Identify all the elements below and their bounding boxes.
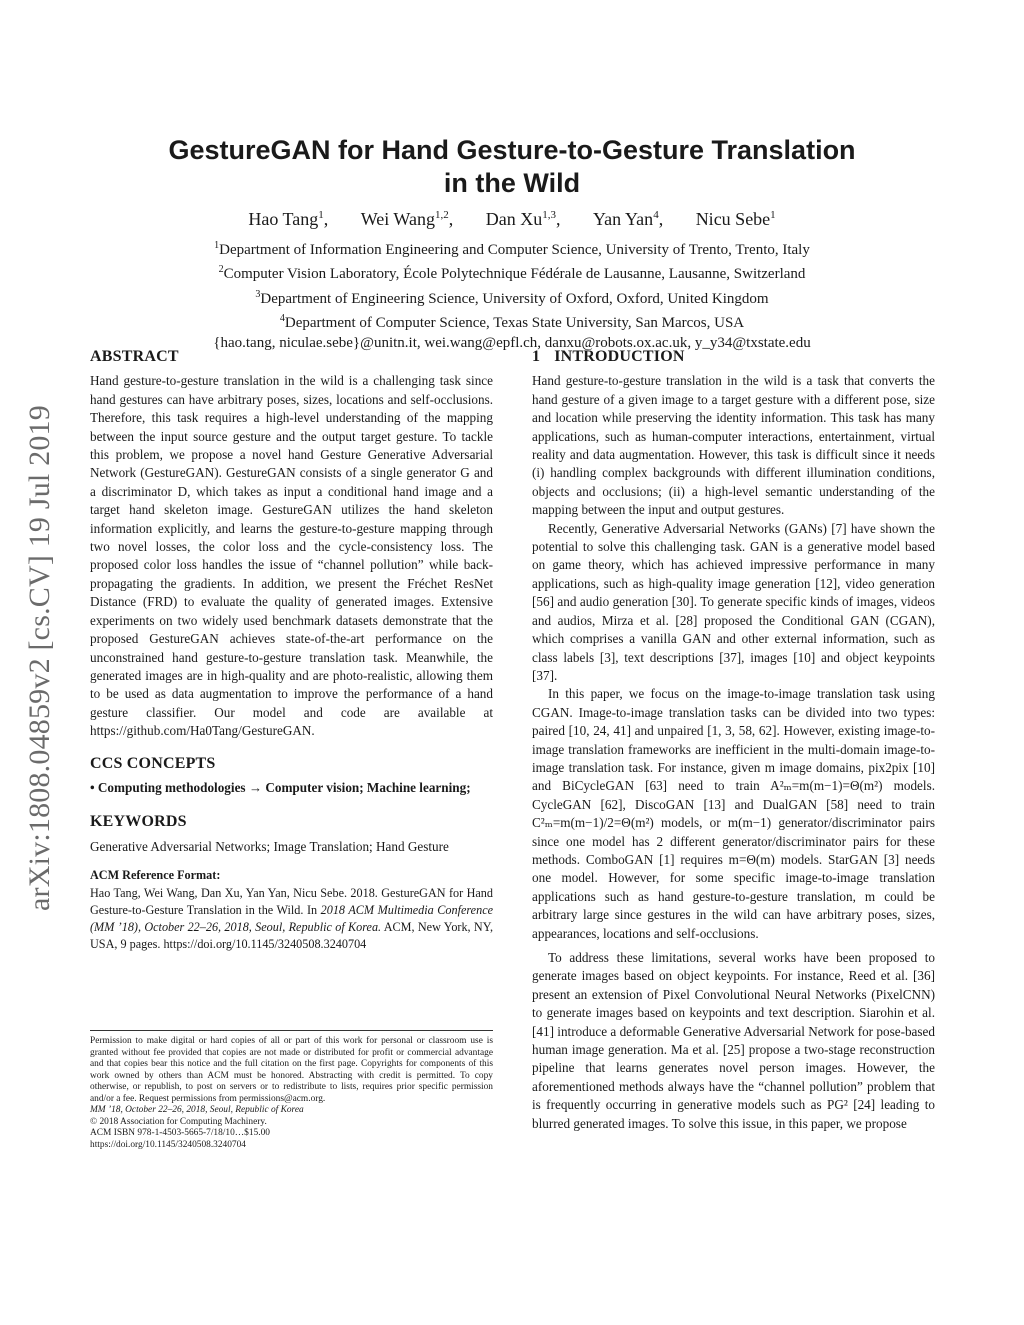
arxiv-stamp xyxy=(18,368,62,948)
author: Hao Tang$^1$, xyxy=(248,209,329,229)
author-emails: {hao.tang, niculae.sebe}@unitn.it, wei.wang@epfl.ch, danxu@robots.ox.ac.uk, y_y34@txstate.edu xyxy=(213,335,811,352)
acm-reference-heading: ACM Reference Format: xyxy=(90,868,221,883)
author: Dan Xu$^{1,3}$, xyxy=(485,209,561,229)
intro-heading: 1 INTRODUCTION xyxy=(532,348,685,365)
isbn-line: ACM ISBN 978-1-4503-5665-7/18/10…$15.00 xyxy=(90,1128,270,1138)
affiliation: $^4$Department of Computer Science, Texas State University, San Marcos, USA xyxy=(279,312,745,331)
acm-reference-text: Hao Tang, Wei Wang, Dan Xu, Yan Yan, Nicu Sebe. 2018. GestureGAN for Hand Gesture-to-Gesture Translation in the Wild. In 2018 ACM Multimedia Conference (MM ’18), October 22–26, 2018, Seoul, Republic of Korea. ACM, New York, NY, USA, 9 pages. https://doi.org/10.1145/3240508.3240704 xyxy=(90,885,494,951)
title-line-2: in the Wild xyxy=(443,168,581,198)
doi-link[interactable]: https://doi.org/10.1145/3240508.3240704 xyxy=(90,1139,246,1150)
paper-title xyxy=(112,134,912,200)
keywords-heading: KEYWORDS xyxy=(90,813,187,831)
author-list xyxy=(112,209,912,230)
affiliation: $^1$Department of Information Engineering and Computer Science, University of Trento, Trento, Italy xyxy=(214,240,810,258)
title-line-1: GestureGAN for Hand Gesture-to-Gesture Translation xyxy=(168,135,856,165)
keywords-text: Generative Adversarial Networks; Image Translation; Hand Gesture xyxy=(90,838,449,854)
ccs-text: • Computing methodologies → Computer vision; Machine learning; xyxy=(90,779,471,795)
intro-paragraph: To address these limitations, several works have been proposed to generate images based on object keypoints. For instance, Reed et al. [36] present an extension of Pixel Convolutional Neural Networks (PixelCNN) to generate images based on keypoints and text description. Siarohin et al. [41] introduce a deformable Generative Adversarial Network for pose-based human image generation. Ma et al. [25] propose a two-stage reconstruction pipeline that learns generates novel person images. However, the aforementioned methods always have the “channel pollution” problem that is frequently occurring in generative models such as PG² [24] leading to blurred generated images. To solve this issue, in this paper, we propose xyxy=(532,950,935,1131)
affiliations xyxy=(100,236,924,353)
author: Yan Yan$^4$, xyxy=(592,209,664,229)
right-column xyxy=(532,348,935,1133)
ccs-heading: CCS CONCEPTS xyxy=(90,754,216,772)
permission-text: Permission to make digital or hard copies of all or part of this work for personal or classroom use is granted without fee provided that copies are not made or distributed for profit or commercial advantage and that copies bear this notice and the full citation on the first page. Copyrights for components of this work owned by others than ACM must be honored. Abstracting with credit is permitted. To copy otherwise, or republish, to post on servers or to redistribute to lists, requires prior specific permission and/or a fee. Request permissions from permissions@acm.org. xyxy=(90,1036,493,1104)
permission-block xyxy=(90,1036,493,1151)
left-column xyxy=(90,348,493,953)
abstract-heading: ABSTRACT xyxy=(90,348,179,365)
arxiv-id: arXiv:1808.04859v2 [cs.CV] 19 Jul 2019 xyxy=(23,405,56,911)
intro-paragraph: Hand gesture-to-gesture translation in the wild is a task that converts the hand gesture of a given image to a target gesture with a different pose, size and location while preserving the identity information. This task has many applications, such as human-computer interactions, entertainment, virtual reality and data augmentation. However, this task is difficult since it needs (i) handling complex backgrounds with different illumination conditions, objects and occlusions; (ii) a high-level semantic understanding of the mapping between the input and output gestures. xyxy=(532,373,935,518)
affiliation: $^2$Computer Vision Laboratory, École Polytechnique Fédérale de Lausanne, Lausanne, Switzerland xyxy=(218,264,806,283)
footnote-divider xyxy=(90,1030,493,1031)
intro-paragraph: In this paper, we focus on the image-to-image translation task using CGAN. Image-to-image translation tasks can be divided into two types: paired [10, 24, 41] and unpaired [1, 3, 58, 62]. However, existing image-to-image translation frameworks are inefficient in the multi-domain image-to-image translation task. For instance, given m image domains, pix2pix [10] and BiCycleGAN [63] need to train A²ₘ=m(m−1)=Θ(m²) models. CycleGAN [62], DiscoGAN [13] and DualGAN [58] need to train C²ₘ=m(m−1)/2=Θ(m²) models, or m(m−1) generator/discriminator pairs since one model has 2 different generator/discriminator pairs for these methods. ComboGAN [1] requires m=Θ(m) models. StarGAN [3] needs one model. However, for some specific image-to-image translation applications such as hand gesture-to-gesture translation, m could be arbitrary large since gestures in the wild can have arbitrary poses, sizes, appearances, locations and self-occlusions. xyxy=(532,686,935,941)
affiliation: $^3$Department of Engineering Science, University of Oxford, Oxford, United Kingdom xyxy=(255,288,769,307)
intro-paragraph: Recently, Generative Adversarial Networks (GANs) [7] have shown the potential to solve this challenging task. GAN is a generative model based on game theory, which has achieved impressive performance in many applications, such as high-quality image generation [12], video generation [56] and audio generation [30]. To generate specific kinds of images, videos and audios, Mirza et al. [28] proposed the Conditional GAN (CGAN), which comprises a vanilla GAN and other external information, such as class labels [3], text descriptions [37], images [10] and object keypoints [37]. xyxy=(532,520,935,683)
author: Nicu Sebe$^1$ xyxy=(695,209,776,229)
author: Wei Wang$^{1,2}$, xyxy=(360,209,454,229)
copyright-line: © 2018 Association for Computing Machinery. xyxy=(90,1116,267,1127)
abstract-text: Hand gesture-to-gesture translation in the wild is a challenging task since hand gestures can have arbitrary poses, sizes, locations and self-occlusions. Therefore, this task requires a high-level understanding of the mapping between the input source gesture and the output target gesture. To tackle this problem, we propose a novel hand Gesture Generative Adversarial Network (GestureGAN). GestureGAN consists of a single generator G and a discriminator D, which takes as input a conditional hand image and a target hand skeleton image. GestureGAN utilizes the hand skeleton information explicitly, and learns the gesture-to-gesture mapping through two novel losses, the color loss and the cycle-consistency loss. The proposed color loss handles the issue of “channel pollution” while back-propagating the gradients. In addition, we present the Fréchet ResNet Distance (FRD) to evaluate the quality of generated images. Extensive experiments on two widely used benchmark datasets demonstrate that the proposed GestureGAN achieves state-of-the-art performance on the unconstrained hand gesture-to-gesture translation task. Meanwhile, the generated images are in high-quality and are photo-realistic, allowing them to be used as data augmentation to improve the performance of a hand gesture classifier. Our model and code are available at https://github.com/Ha0Tang/GestureGAN. xyxy=(90,373,493,739)
conference-line: MM ’18, October 22–26, 2018, Seoul, Republic of Korea xyxy=(90,1105,304,1115)
